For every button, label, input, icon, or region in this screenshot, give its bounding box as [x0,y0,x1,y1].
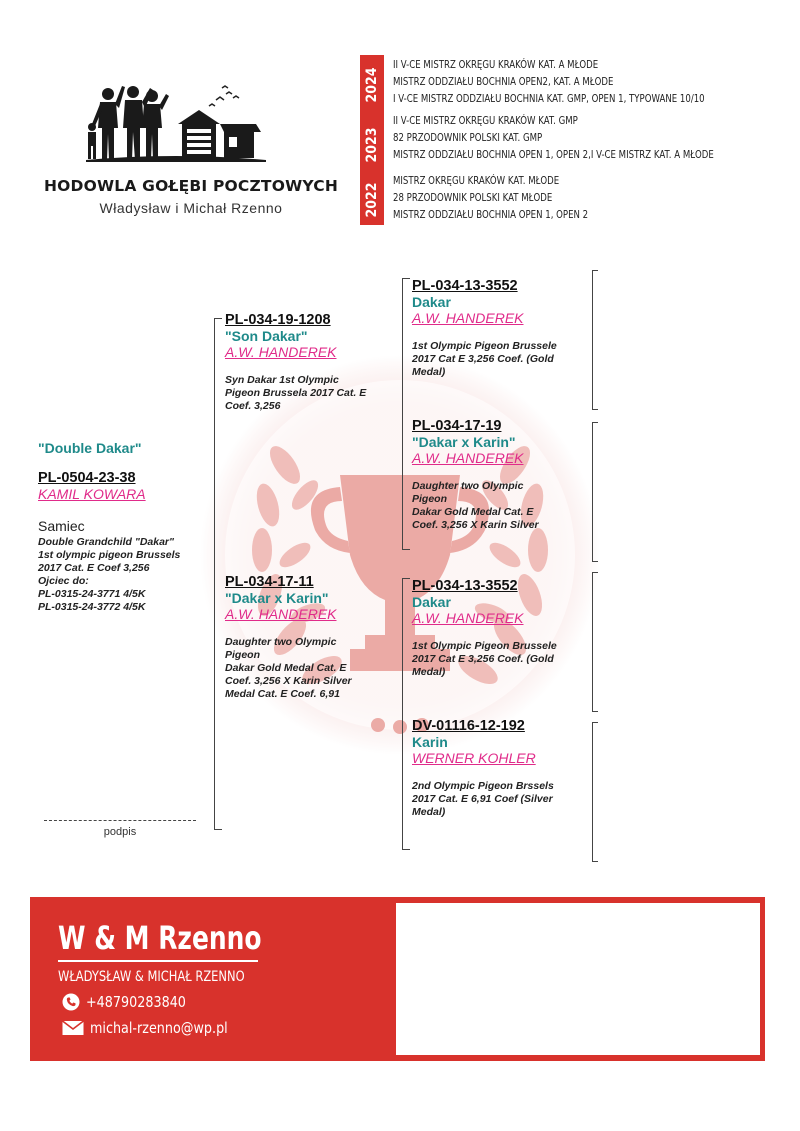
achievement-line: II V-CE MISTRZ OKRĘGU KRAKÓW KAT. GMP [393,114,578,127]
dam-owner: A.W. HANDEREK [225,606,337,622]
subject-sex: Samiec [38,518,85,534]
bracket-tick [592,409,598,410]
gp-bracket-line [592,270,593,410]
achievement-line: 82 PRZODOWNIK POLSKI KAT. GMP [393,131,543,144]
contact-footer [30,897,765,1061]
year-label-2022: 2022 [364,182,380,218]
grandsire-1-pigeon [412,278,587,379]
gp-bracket-line [592,572,593,712]
footer-phone-row [62,993,204,1011]
sire-owner: A.W. HANDEREK [225,344,337,360]
grandsire-2-pigeon [412,578,587,679]
years-bar [360,55,384,225]
bracket-tick [592,861,598,862]
grandsire-1-description: 1st Olympic Pigeon Brussele 2017 Cat E 3,256 Coef. (Gold Medal) [412,340,557,378]
dam-pigeon [225,574,395,701]
breeder-subtitle: Władysław i Michał Rzenno [99,200,283,216]
grandsire-2-name: Dakar [412,594,451,610]
gp-bracket-line [592,422,593,562]
granddam-1-name: "Dakar x Karin" [412,434,516,450]
year-label-2023: 2023 [364,127,380,163]
sire-ring: PL-034-19-1208 [225,312,331,328]
phone-icon [62,993,80,1011]
dam-description: Daughter two Olympic Pigeon Dakar Gold Medal Cat. E Coef. 3,256 X Karin Silver Medal Cat. E Coef. 6,91 [225,636,352,700]
sire-name: "Son Dakar" [225,328,308,344]
footer-email: michal-rzenno@wp.pl [90,1019,228,1037]
sire-bracket-line [402,278,403,550]
grandsire-2-ring: PL-034-13-3552 [412,578,518,594]
granddam-1-description: Daughter two Olympic Pigeon Dakar Gold Medal Cat. E Coef. 3,256 X Karin Silver [412,480,539,531]
achievement-line: II V-CE MISTRZ OKRĘGU KRAKÓW KAT. A MŁODE [393,58,599,71]
signature-line [44,820,196,821]
breeder-name-title: HODOWLA GOŁĘBI POCZTOWYCH [44,177,338,195]
achievement-line: MISTRZ ODDZIAŁU BOCHNIA OPEN 1, OPEN 2 [393,208,589,221]
bracket-tick [214,829,222,830]
subject-description: Double Grandchild "Dakar" 1st olympic pigeon Brussels 2017 Cat. E Coef 3,256 Ojciec do: PL-0315-24-3771 4/5K PL-0315-24-3772 4/5K [38,536,181,613]
bracket-tick [592,572,598,573]
granddam-2-description: 2nd Olympic Pigeon Brssels 2017 Cat. E 6,91 Coef (Silver Medal) [412,780,554,818]
footer-brand: W & M Rzenno [58,919,262,957]
grandsire-1-name: Dakar [412,294,451,310]
breeder-logo [36,82,346,222]
grandsire-2-owner: A.W. HANDEREK [412,610,524,626]
granddam-2-owner: WERNER KOHLER [412,750,536,766]
footer-email-row [62,1019,252,1037]
bracket-tick [214,318,222,319]
dam-name: "Dakar x Karin" [225,590,329,606]
sire-description: Syn Dakar 1st Olympic Pigeon Brussela 2017 Cat. E Coef. 3,256 [225,374,367,412]
dam-ring: PL-034-17-11 [225,574,314,590]
bracket-tick [592,422,598,423]
granddam-1-pigeon [412,418,587,532]
granddam-2-ring: DV-01116-12-192 [412,718,525,734]
achievement-line: MISTRZ OKRĘGU KRAKÓW KAT. MŁODE [393,174,560,187]
bracket-tick [402,578,410,579]
bracket-tick [592,270,598,271]
year-label-2024: 2024 [364,67,380,103]
grandsire-1-owner: A.W. HANDEREK [412,310,524,326]
bracket-tick [592,561,598,562]
granddam-2-name: Karin [412,734,448,750]
subject-ring: PL-0504-23-38 [38,470,136,486]
achievement-line: MISTRZ ODDZIAŁU BOCHNIA OPEN 1, OPEN 2,I V-CE MISTRZ KAT. A MŁODE [393,148,714,161]
granddam-1-owner: A.W. HANDEREK [412,450,524,466]
sire-pigeon [225,312,395,413]
subject-name: "Double Dakar" [38,440,142,456]
signature-label: podpis [103,826,137,838]
bracket-tick [402,549,410,550]
envelope-icon [62,1020,84,1036]
achievement-line: I V-CE MISTRZ ODDZIAŁU BOCHNIA KAT. GMP, OPEN 1, TYPOWANE 10/10 [393,92,705,105]
footer-brand-underline [58,960,258,962]
bracket-tick [402,849,410,850]
granddam-1-ring: PL-034-17-19 [412,418,502,434]
grandsire-2-description: 1st Olympic Pigeon Brussele 2017 Cat E 3,256 Coef. (Gold Medal) [412,640,557,678]
bracket-tick [592,722,598,723]
achievement-line: 28 PRZODOWNIK POLSKI KAT MŁODE [393,191,553,204]
granddam-2-pigeon [412,718,587,819]
subject-owner: KAMIL KOWARA [38,486,146,502]
bracket-tick [592,711,598,712]
parents-bracket-line [214,318,215,830]
bracket-tick [402,278,410,279]
subject-pigeon [38,440,213,614]
footer-names: WŁADYSŁAW & MICHAŁ RZENNO [58,969,245,985]
grandsire-1-ring: PL-034-13-3552 [412,278,518,294]
footer-phone: +48790283840 [86,993,186,1011]
gp-bracket-line [592,722,593,862]
achievement-line: MISTRZ ODDZIAŁU BOCHNIA OPEN2, KAT. A MŁODE [393,75,614,88]
footer-blank-box [396,903,760,1055]
family-loft-logo-icon [86,82,296,172]
dam-bracket-line [402,578,403,850]
